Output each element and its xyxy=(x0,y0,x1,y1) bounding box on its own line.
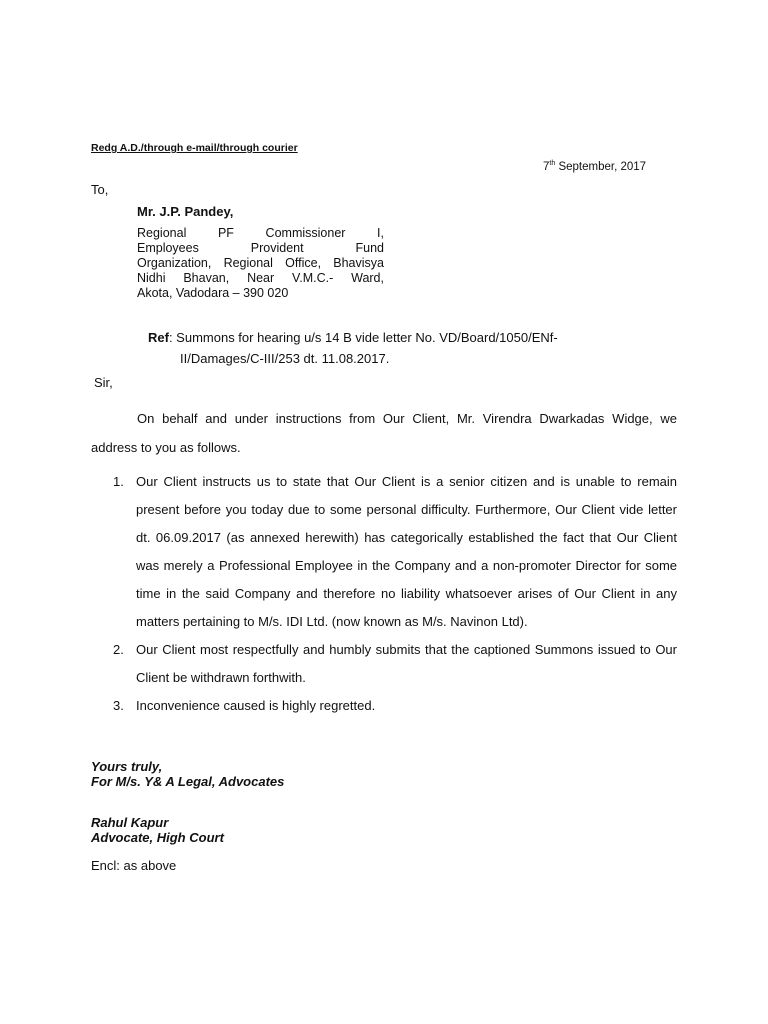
list-item xyxy=(91,636,677,692)
closing-line: Yours truly, xyxy=(91,759,163,774)
closing xyxy=(91,759,284,789)
list-item xyxy=(91,468,677,636)
list-text: Our Client instructs us to state that Our Client is a senior citizen and is unable to remain present before you today due to some personal difficulty. Furthermore, Our Client vide letter dt. 06.09.2017 (as annexed herewith) has categorically established the fact that Our Client was merely a Professional Employee in the Company and a non-promoter Director for some time in the said Company and therefore no liability whatsoever arises of Our Client in any matters pertaining to M/s. IDI Ltd. (now known as M/s. Navinon Ltd). xyxy=(136,474,677,629)
points-list xyxy=(91,468,677,720)
list-number: 2. xyxy=(113,642,124,657)
signature-block xyxy=(91,815,224,845)
signer-name: Rahul Kapur xyxy=(91,815,169,830)
ref-label: Ref xyxy=(148,330,169,345)
date-suffix: th xyxy=(549,160,556,168)
reference xyxy=(148,327,558,369)
intro-paragraph: On behalf and under instructions from Our Client, Mr. Virendra Dwarkadas Widge, we address to you as follows. xyxy=(91,411,677,455)
letter-date xyxy=(543,161,646,173)
recipient-address xyxy=(137,226,384,301)
closing-firm: For M/s. Y& A Legal, Advocates xyxy=(91,774,285,789)
date-rest: September, 2017 xyxy=(555,161,647,173)
address-line: Organization, Regional Office, Bhavisya xyxy=(137,256,384,270)
address-line: Employees Provident Fund xyxy=(137,241,384,255)
list-number: 1. xyxy=(113,474,124,489)
salutation: Sir, xyxy=(94,375,113,390)
list-number: 3. xyxy=(113,698,124,713)
ref-line1: : Summons for hearing u/s 14 B vide letter No. VD/Board/1050/ENf- xyxy=(168,330,558,345)
list-text: Inconvenience caused is highly regretted. xyxy=(136,698,376,713)
address-line: Regional PF Commissioner I, xyxy=(137,226,384,240)
enclosure-note: Encl: as above xyxy=(91,858,177,873)
ref-line2: II/Damages/C-III/253 dt. 11.08.2017. xyxy=(180,351,390,366)
address-line: Akota, Vadodara – 390 020 xyxy=(137,286,289,300)
to-label: To, xyxy=(91,182,109,197)
list-text: Our Client most respectfully and humbly submits that the captioned Summons issued to Our Client be withdrawn forthwith. xyxy=(136,642,677,685)
recipient-name: Mr. J.P. Pandey, xyxy=(137,204,234,219)
signer-title: Advocate, High Court xyxy=(91,830,224,845)
address-line: Nidhi Bhavan, Near V.M.C.- Ward, xyxy=(137,271,384,285)
dispatch-mode: Redg A.D./through e-mail/through courier xyxy=(91,142,298,154)
date-day: 7 xyxy=(543,161,550,173)
list-item xyxy=(91,692,677,720)
